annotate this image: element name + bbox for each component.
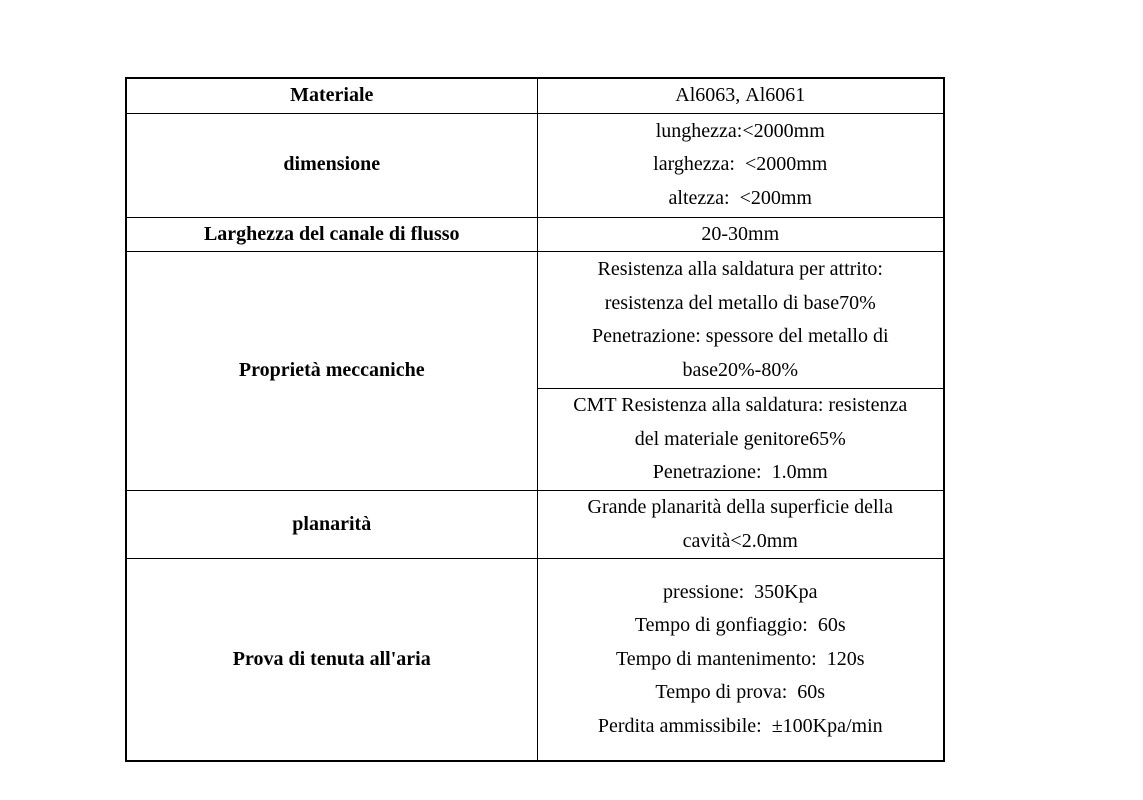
value-line: 20-30mm xyxy=(701,222,780,245)
value-line: pressione: 350Kpa xyxy=(663,580,818,603)
value-line: altezza: <200mm xyxy=(668,186,812,209)
material-spec-table xyxy=(125,77,945,762)
value-line: Perdita ammissibile: ±100Kpa/min xyxy=(597,714,883,737)
spec-table-container xyxy=(125,77,945,762)
row-value-dimensione xyxy=(537,113,944,217)
value-line: Tempo di gonfiaggio: 60s xyxy=(634,614,846,636)
value-line: Penetrazione: spessore del metallo di xyxy=(591,325,889,347)
value-line: Resistenza alla saldatura per attrito: xyxy=(597,258,883,280)
row-value-proprieta-meccaniche-cmt xyxy=(537,389,944,491)
table-row-materiale xyxy=(126,78,944,113)
value-line: Al6063, Al6061 xyxy=(675,84,806,106)
row-value-planarita xyxy=(537,491,944,559)
row-label-materiale: Materiale xyxy=(126,78,537,113)
value-line: del materiale genitore65% xyxy=(634,427,846,450)
value-line: CMT Resistenza alla saldatura: resistenza xyxy=(573,394,908,417)
row-value-prova-tenuta-aria xyxy=(537,559,944,761)
row-label-planarita: planarità xyxy=(126,491,537,559)
row-value-materiale xyxy=(537,78,944,113)
row-label-prova-tenuta-aria: Prova di tenuta all'aria xyxy=(126,559,537,761)
value-line: larghezza: <2000mm xyxy=(653,153,828,176)
value-line: base20%-80% xyxy=(682,358,799,381)
value-line: cavità<2.0mm xyxy=(682,529,798,552)
value-line: Tempo di mantenimento: 120s xyxy=(615,647,865,670)
table-row-dimensione xyxy=(126,113,944,217)
value-line: resistenza del metallo di base70% xyxy=(604,291,876,314)
value-line: lunghezza:<2000mm xyxy=(655,119,825,142)
value-line: Grande planarità della superficie della xyxy=(587,496,893,518)
table-row-proprieta-meccaniche xyxy=(126,252,944,389)
value-line: Tempo di prova: 60s xyxy=(655,681,826,703)
row-label-larghezza-canale: Larghezza del canale di flusso xyxy=(126,217,537,252)
row-value-larghezza-canale xyxy=(537,217,944,252)
table-row-planarita xyxy=(126,491,944,559)
row-label-proprieta-meccaniche: Proprietà meccaniche xyxy=(126,252,537,491)
value-line: Penetrazione: 1.0mm xyxy=(652,461,828,484)
table-row-larghezza-canale xyxy=(126,217,944,252)
row-label-dimensione: dimensione xyxy=(126,113,537,217)
table-row-prova-tenuta-aria xyxy=(126,559,944,761)
row-value-proprieta-meccaniche-attrito xyxy=(537,252,944,389)
